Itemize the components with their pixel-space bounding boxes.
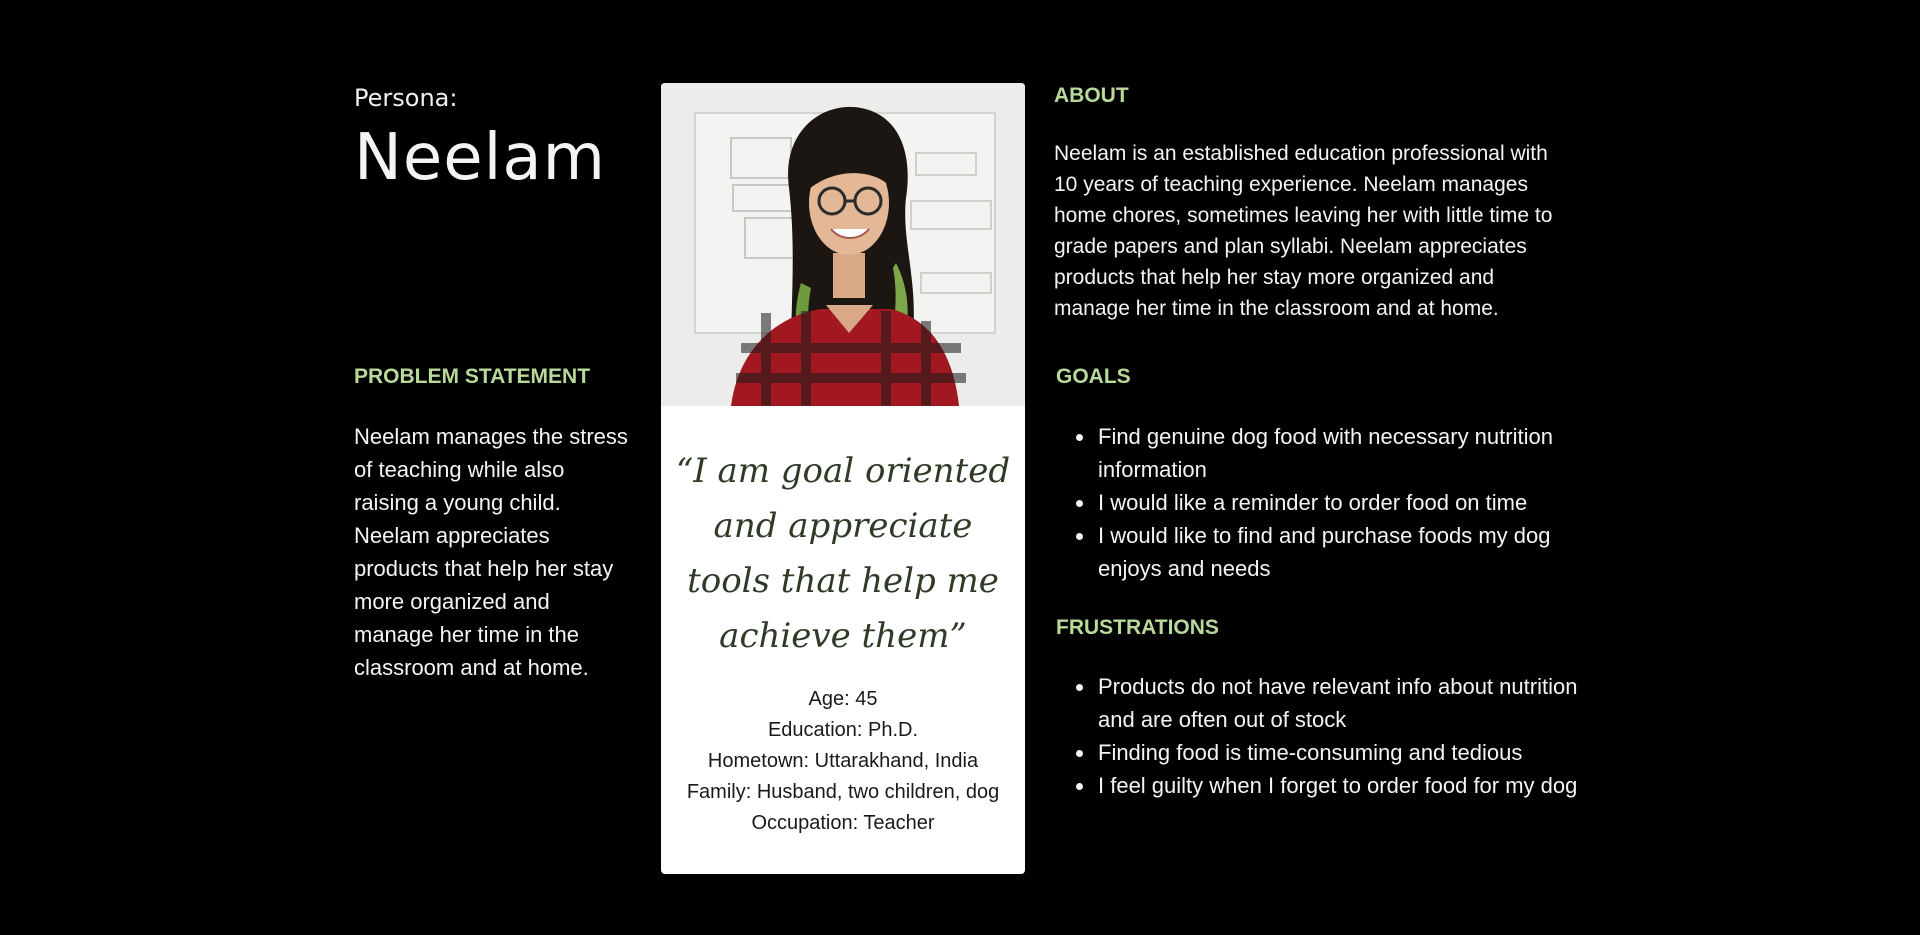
frustration-item: • Products do not have relevant info about nutrition and are often out of stock	[1096, 670, 1616, 736]
persona-facts	[661, 684, 1025, 839]
about-heading: ABOUT	[1054, 84, 1129, 107]
frustrations-list	[1056, 670, 1616, 802]
goal-item: • I would like a reminder to order food on time	[1096, 486, 1616, 519]
problem-statement-heading: PROBLEM STATEMENT	[354, 365, 591, 388]
persona-quote: “I am goal oriented and appreciate tools that help me achieve them”	[675, 451, 1011, 656]
frustration-item: • I feel guilty when I forget to order food for my dog	[1096, 769, 1616, 802]
fact-family: Family: Husband, two children, dog	[686, 781, 1000, 803]
fact-hometown: Hometown: Uttarakhand, India	[707, 750, 979, 772]
persona-name: Neelam	[354, 121, 606, 195]
frustrations-heading: FRUSTRATIONS	[1056, 616, 1219, 639]
frustration-item: • Finding food is time-consuming and tedious	[1096, 736, 1616, 769]
persona-label: Persona:	[354, 84, 458, 112]
persona-photo-illustration	[661, 83, 1025, 406]
fact-occupation: Occupation: Teacher	[751, 812, 935, 834]
about-text: Neelam is an established education professional with 10 years of teaching experience. Neelam manages home chores, sometimes leaving her with little time to grade papers and plan syllabi. Neelam appreciates products that help her stay more organized and manage her time in the classroom and at home.	[1054, 142, 1553, 320]
goal-item: • I would like to find and purchase foods my dog enjoys and needs	[1096, 519, 1616, 585]
problem-statement-text: Neelam manages the stress of teaching while also raising a young child. Neelam appreciates products that help her stay more organized and manage her time in the classroom and at home.	[354, 424, 628, 680]
goal-item: • Find genuine dog food with necessary nutrition information	[1096, 420, 1616, 486]
goals-heading: GOALS	[1056, 365, 1131, 388]
goals-list	[1056, 420, 1616, 585]
persona-photo	[661, 83, 1025, 406]
persona-card	[661, 83, 1025, 874]
fact-education: Education: Ph.D.	[767, 719, 919, 741]
persona-header	[354, 80, 634, 200]
fact-age: Age: 45	[808, 688, 878, 710]
